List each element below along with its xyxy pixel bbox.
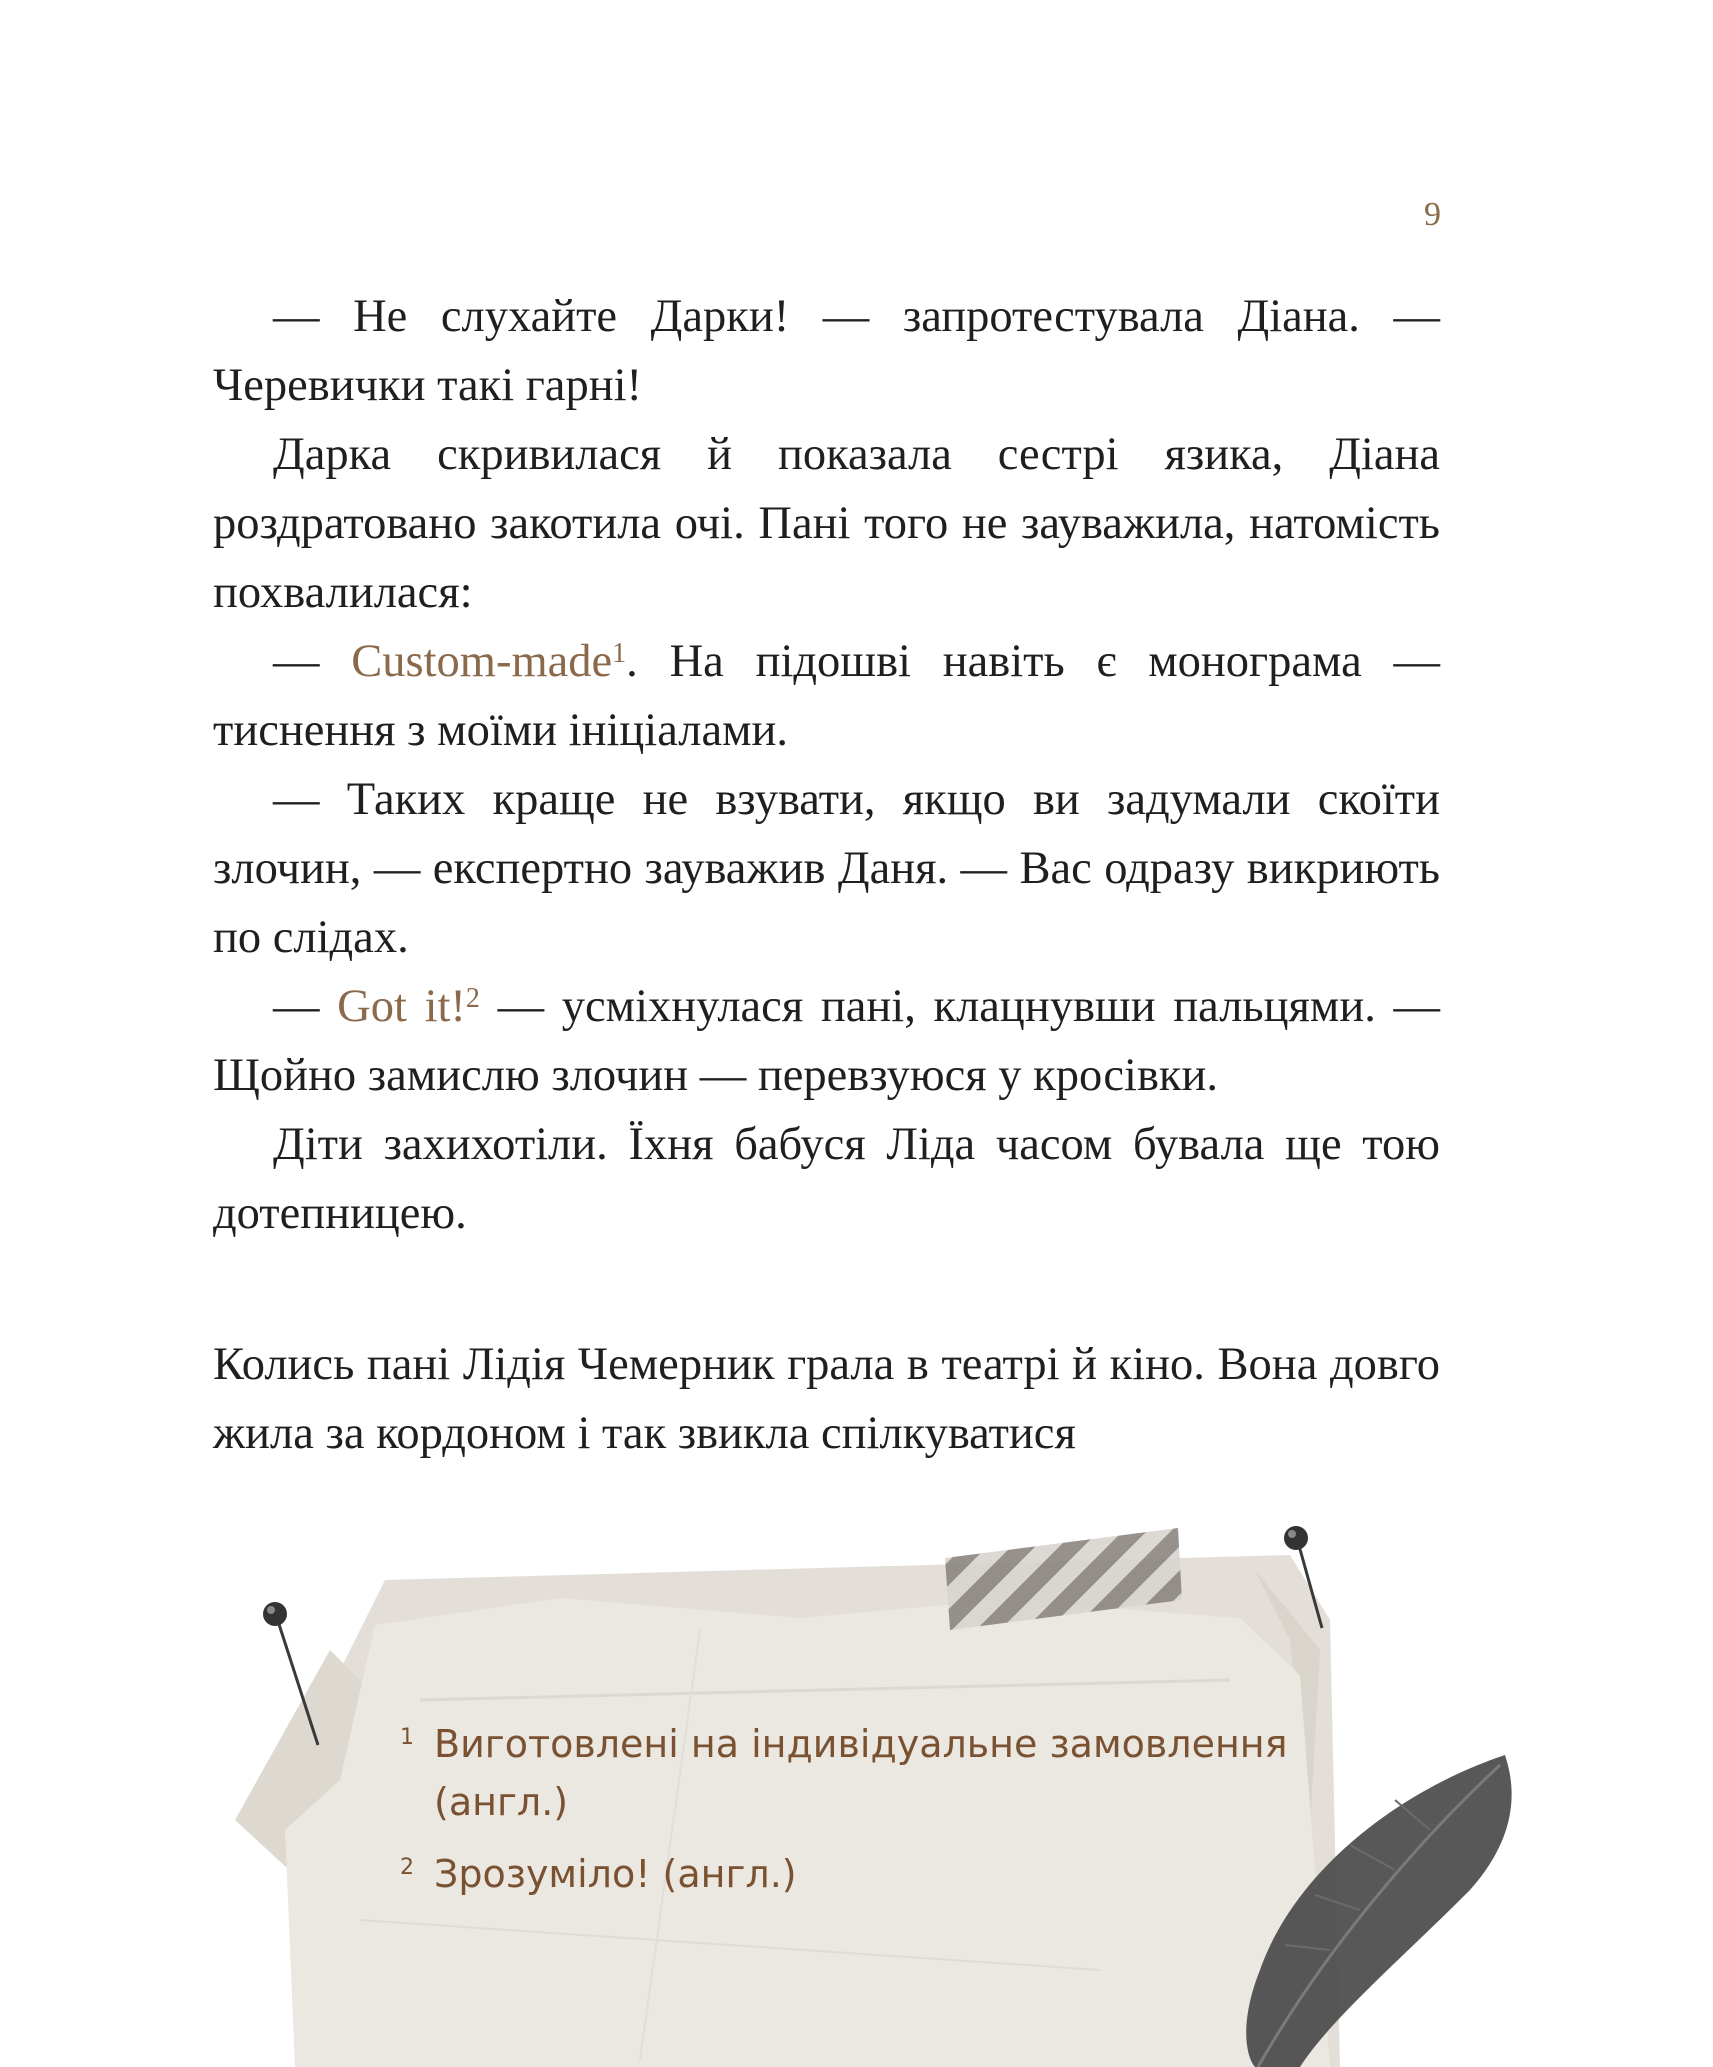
foreign-term: Got it! bbox=[337, 981, 466, 1032]
paragraph: Дарка скривилася й показала сестрі язика, Діана роздратовано закотила очі. Пані того не зауважила, натомість похвалилася: bbox=[213, 429, 1440, 618]
paragraph-rest: — усміхнулася пані, клацнувши пальцями. — Щойно замислю злочин — перевзуюся у кросівки. bbox=[213, 981, 1440, 1101]
footnote-number: 1 bbox=[400, 1725, 414, 1750]
paragraph: — Не слухайте Дарки! — запротестувала Діана. — Черевички такі гарні! bbox=[213, 291, 1440, 411]
footnote-item bbox=[400, 1715, 1290, 1831]
dash: — bbox=[273, 981, 338, 1032]
paragraph bbox=[213, 972, 1440, 1110]
footnote-ref[interactable]: 2 bbox=[465, 983, 480, 1014]
paragraph: Діти захихотіли. Їхня бабуся Ліда часом бувала ще тою дотепницею. bbox=[213, 1119, 1440, 1239]
footnote-text: Зрозуміло! (англ.) bbox=[434, 1852, 797, 1896]
footnotes bbox=[400, 1715, 1290, 1917]
dash: — bbox=[273, 636, 352, 687]
paragraph bbox=[213, 627, 1440, 765]
footnote-text: Виготовлені на індивідуальне замовлення (англ.) bbox=[434, 1722, 1288, 1824]
footnote-number: 2 bbox=[400, 1855, 414, 1880]
footnote-note bbox=[0, 1500, 1713, 2067]
page-number: 9 bbox=[1424, 196, 1441, 233]
foreign-term: Custom-made bbox=[351, 636, 613, 687]
main-text bbox=[213, 282, 1440, 1248]
footnote-ref[interactable]: 1 bbox=[612, 638, 627, 669]
main-text-continued bbox=[213, 1330, 1440, 1468]
paragraph: — Таких краще не взувати, якщо ви задумали скоїти злочин, — експертно зауважив Даня. — Вас одразу викриють по слідах. bbox=[213, 774, 1440, 963]
paragraph-rest: . На підошві навіть є монограма — тиснення з моїми ініціалами. bbox=[213, 636, 1440, 756]
paragraph: Колись пані Лідія Чемерник грала в театрі й кіно. Вона довго жила за кордоном і так звикла спілкуватися bbox=[213, 1339, 1440, 1459]
footnote-item bbox=[400, 1845, 1290, 1903]
